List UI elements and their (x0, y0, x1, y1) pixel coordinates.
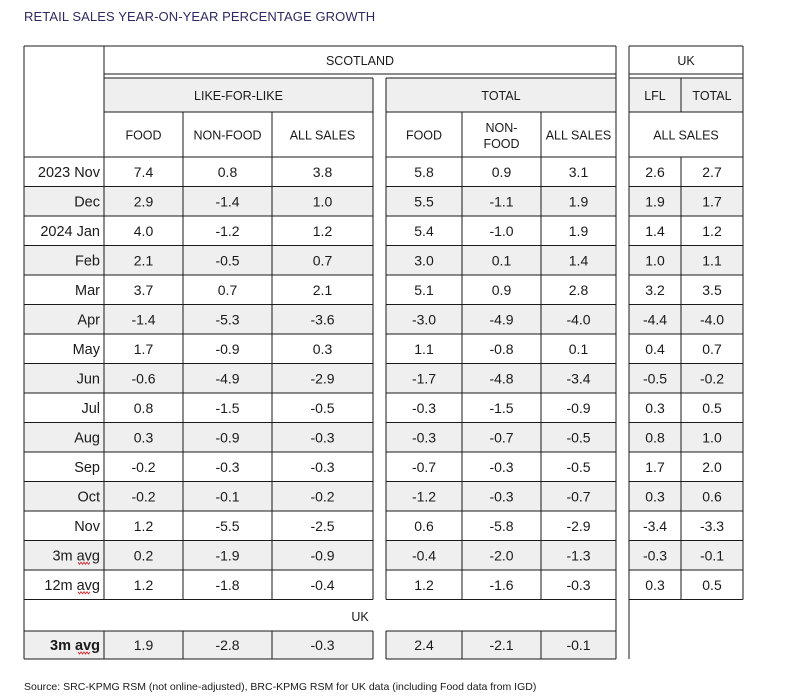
table-cell: 2.6 (645, 163, 665, 180)
table-cell: 1.4 (568, 252, 589, 269)
row-label: Feb (75, 253, 100, 270)
table-cell: 1.2 (133, 517, 154, 534)
table-cell: -2.9 (310, 370, 335, 387)
table-cell: -1.4 (215, 193, 240, 210)
table-cell: 0.1 (491, 252, 512, 269)
header-non-food: NON-FOOD (193, 128, 262, 143)
table-cell: -0.9 (310, 547, 335, 564)
header-total-non-food-line1: NON- (485, 121, 518, 135)
table-cell: 1.9 (568, 193, 589, 210)
table-cell: -0.2 (699, 370, 725, 387)
uk-table-cell: -0.1 (566, 637, 591, 653)
table-cell: -0.3 (310, 458, 335, 475)
table-cell: 7.4 (133, 163, 154, 180)
table-cell: 3.5 (702, 281, 722, 298)
table-cell: -0.2 (310, 488, 335, 505)
page-title: RETAIL SALES YEAR-ON-YEAR PERCENTAGE GROWTH (24, 9, 376, 24)
row-label: Oct (77, 489, 100, 506)
header-total: TOTAL (481, 89, 521, 103)
table-cell: 0.4 (645, 340, 665, 357)
header-uk-total: TOTAL (692, 89, 732, 103)
table-cell: -0.5 (642, 370, 668, 387)
table-cell: 4.0 (133, 222, 154, 239)
table-cell: -0.8 (489, 340, 514, 357)
table-cell: 0.5 (702, 576, 722, 593)
table-cell: -3.3 (699, 517, 725, 534)
uk-section-header: UK (351, 610, 369, 624)
uk-table-cell: 1.9 (133, 637, 154, 653)
row-label: 12m avg (44, 577, 100, 594)
table-cell: 5.5 (414, 193, 434, 210)
table-cell: -0.3 (489, 488, 514, 505)
table-cell: 0.7 (702, 340, 722, 357)
table-cell: 1.2 (702, 222, 722, 239)
table-cell: -4.8 (489, 370, 514, 387)
header-total-non-food-line2: FOOD (483, 137, 520, 151)
table-cell: -3.0 (411, 311, 437, 328)
table-cell: 0.7 (312, 252, 333, 269)
header-food: FOOD (125, 128, 162, 143)
table-cell: 0.3 (645, 399, 665, 416)
table-cell: 2.7 (702, 163, 722, 180)
table-cell: 0.3 (312, 340, 333, 357)
header-uk: UK (677, 54, 695, 68)
table-cell: -1.1 (489, 193, 514, 210)
table-cell: -1.3 (566, 547, 591, 564)
table-cell: -1.2 (215, 222, 240, 239)
table-cell: -0.3 (215, 458, 240, 475)
header-lfl: LFL (644, 89, 666, 103)
table-cell: -1.5 (215, 399, 240, 416)
table-cell: -0.3 (566, 576, 591, 593)
table-cell: 2.8 (568, 281, 589, 298)
table-cell: -0.2 (131, 488, 156, 505)
uk-row-label: 3m avg (50, 638, 100, 654)
table-cell: -4.9 (489, 311, 514, 328)
table-cell: 2.1 (133, 252, 154, 269)
table-cell: 1.0 (645, 252, 665, 269)
table-cell: 1.9 (568, 222, 589, 239)
table-cell: 0.8 (217, 163, 238, 180)
table-cell: 0.9 (491, 281, 512, 298)
table-cell: -0.5 (215, 252, 240, 269)
table-cell: -5.8 (489, 517, 514, 534)
row-label: 2023 Nov (37, 164, 100, 181)
uk-table-cell: -2.1 (489, 637, 514, 653)
table-cell: 3.2 (645, 281, 665, 298)
table-cell: -0.3 (310, 429, 335, 446)
table-cell: 0.9 (491, 163, 512, 180)
table-cell: 3.7 (133, 281, 154, 298)
row-label: Aug (74, 430, 100, 447)
row-label: 3m avg (52, 548, 100, 565)
header-uk-all-sales: ALL SALES (653, 128, 719, 143)
table-cell: 1.1 (414, 340, 434, 357)
table-cell: 0.8 (133, 399, 154, 416)
row-label: May (72, 341, 100, 358)
table-cell: 0.5 (702, 399, 722, 416)
table-cell: 0.6 (702, 488, 722, 505)
table-cell: -0.5 (566, 429, 591, 446)
table-cell: 2.0 (702, 458, 722, 475)
table-cell: -5.3 (215, 311, 240, 328)
table-cell: -4.0 (699, 311, 725, 328)
row-label: Jun (76, 371, 100, 388)
table-cell: -0.9 (566, 399, 591, 416)
table-cell: 1.2 (312, 222, 333, 239)
table-cell: -0.3 (411, 429, 437, 446)
table-cell: -0.7 (489, 429, 514, 446)
uk-table-cell: 2.4 (414, 637, 434, 653)
uk-table-cell: -0.3 (310, 637, 335, 653)
table-cell: 2.9 (133, 193, 154, 210)
table-cell: -0.1 (215, 488, 240, 505)
table-cell: -0.6 (131, 370, 156, 387)
table-cell: -0.5 (310, 399, 335, 416)
table-cell: 0.3 (645, 576, 665, 593)
row-label: Nov (74, 518, 100, 535)
row-label: Apr (77, 312, 100, 329)
table-cell: 0.3 (133, 429, 154, 446)
table-cell: -0.2 (131, 458, 156, 475)
table-cell: -3.4 (566, 370, 591, 387)
table-cell: -4.9 (215, 370, 240, 387)
table-cell: 0.6 (414, 517, 434, 534)
table-cell: 1.9 (645, 193, 665, 210)
table-cell: -0.3 (489, 458, 514, 475)
row-label: 2024 Jan (40, 223, 100, 240)
table-cell: -0.3 (411, 399, 437, 416)
table-cell: 5.8 (414, 163, 434, 180)
header-total-all-sales: ALL SALES (545, 128, 612, 143)
row-label: Jul (81, 400, 100, 417)
table-cell: 0.3 (645, 488, 665, 505)
table-cell: 5.1 (414, 281, 434, 298)
table-cell: -0.9 (215, 429, 240, 446)
table-cell: 1.0 (312, 193, 333, 210)
header-all-sales: ALL SALES (289, 128, 356, 143)
table-cell: -0.7 (411, 458, 437, 475)
table-cell: 1.7 (702, 193, 722, 210)
table-cell: 2.1 (312, 281, 333, 298)
row-label: Mar (75, 282, 100, 299)
row-label: Sep (74, 459, 100, 476)
table-cell: 3.8 (312, 163, 333, 180)
table-cell: -0.7 (566, 488, 591, 505)
table-cell: 1.4 (645, 222, 665, 239)
table-cell: 3.0 (414, 252, 434, 269)
source-note: Source: SRC-KPMG RSM (not online-adjusted), BRC-KPMG RSM for UK data (including Food data from IGD) (24, 681, 537, 693)
table-cell: 1.1 (702, 252, 722, 269)
uk-table-cell: -2.8 (215, 637, 240, 653)
table-cell: -2.5 (310, 517, 335, 534)
table-cell: -2.0 (489, 547, 514, 564)
table-cell: -0.4 (310, 576, 335, 593)
row-label: Dec (74, 194, 100, 211)
table-cell: -0.3 (642, 547, 668, 564)
table-cell: -1.6 (489, 576, 514, 593)
table-cell: -1.0 (489, 222, 514, 239)
table-cell: -0.4 (411, 547, 437, 564)
table-cell: -3.6 (310, 311, 335, 328)
table-cell: 1.7 (645, 458, 665, 475)
table-cell: -5.5 (215, 517, 240, 534)
table-cell: 1.0 (702, 429, 722, 446)
table-cell: -0.9 (215, 340, 240, 357)
header-scotland: SCOTLAND (325, 54, 395, 68)
table-cell: -0.1 (699, 547, 725, 564)
table-cell: 3.1 (568, 163, 589, 180)
table-cell: 5.4 (414, 222, 434, 239)
table-cell: -4.0 (566, 311, 591, 328)
header-total-food: FOOD (405, 128, 443, 143)
table-cell: 1.7 (133, 340, 154, 357)
table-cell: 0.7 (217, 281, 238, 298)
table-cell: -1.7 (411, 370, 437, 387)
table-cell: -1.9 (215, 547, 240, 564)
table-cell: -1.4 (131, 311, 156, 328)
table-cell: -2.9 (566, 517, 591, 534)
table-cell: 1.2 (414, 576, 434, 593)
table-cell: 0.1 (568, 340, 589, 357)
table-cell: -1.8 (215, 576, 240, 593)
table-cell: -4.4 (642, 311, 668, 328)
table-cell: -3.4 (642, 517, 668, 534)
table-cell: 0.2 (133, 547, 154, 564)
header-like-for-like: LIKE-FOR-LIKE (194, 89, 283, 103)
table-cell: 0.8 (645, 429, 665, 446)
table-cell: -0.5 (566, 458, 591, 475)
table-cell: -1.2 (411, 488, 437, 505)
table-cell: 1.2 (133, 576, 154, 593)
table-cell: -1.5 (489, 399, 514, 416)
